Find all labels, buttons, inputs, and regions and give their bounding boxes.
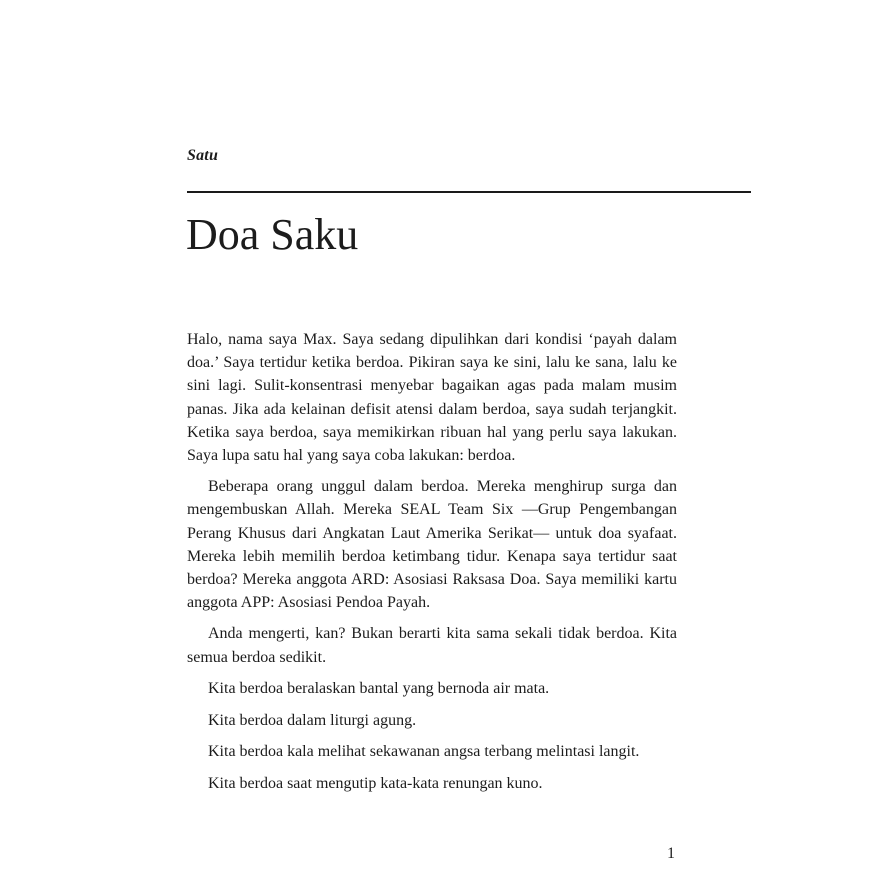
prayer-line: Kita berdoa kala melihat sekawanan angsa terbang melintasi langit. bbox=[208, 743, 640, 761]
chapter-divider bbox=[187, 191, 751, 193]
body-text bbox=[187, 328, 677, 804]
prayer-line: Kita berdoa beralaskan bantal yang bernoda air mata. bbox=[208, 679, 550, 697]
chapter-label: Satu bbox=[187, 147, 219, 164]
chapter-title: Doa Saku bbox=[186, 210, 359, 259]
prayer-line: Kita berdoa saat mengutip kata-kata renungan kuno. bbox=[208, 775, 543, 793]
paragraph: Halo, nama saya Max. Saya sedang dipulihkan dari kondisi ‘payah dalam doa.’ Saya tertidur ketika berdoa. Pikiran saya ke sini, lalu ke sana, lalu ke sini lagi. Sulit-konsentrasi menyebar bagaikan agas pada malam musim panas. Jika ada kelainan defisit atensi dalam berdoa, saya sudah terjangkit. Ketika saya berdoa, saya memikirkan ribuan hal yang perlu saya lakukan. Saya lupa satu hal yang saya coba lakukan: berdoa. bbox=[187, 331, 677, 465]
page-number: 1 bbox=[667, 845, 675, 862]
paragraph: Beberapa orang unggul dalam berdoa. Mereka menghirup surga dan mengembuskan Allah. Mereka SEAL Team Six —Grup Pengembangan Perang Khusus dari Angkatan Laut Amerika Serikat— untuk doa syafaat. Mereka lebih memilih berdoa ketimbang tidur. Kenapa saya tertidur saat berdoa? Mereka anggota ARD: Asosiasi Raksasa Doa. Saya memiliki kartu anggota APP: Asosiasi Pendoa Payah. bbox=[187, 478, 677, 612]
paragraph: Anda mengerti, kan? Bukan berarti kita sama sekali tidak berdoa. Kita semua berdoa sedikit. bbox=[187, 625, 677, 666]
prayer-line: Kita berdoa dalam liturgi agung. bbox=[208, 711, 417, 729]
